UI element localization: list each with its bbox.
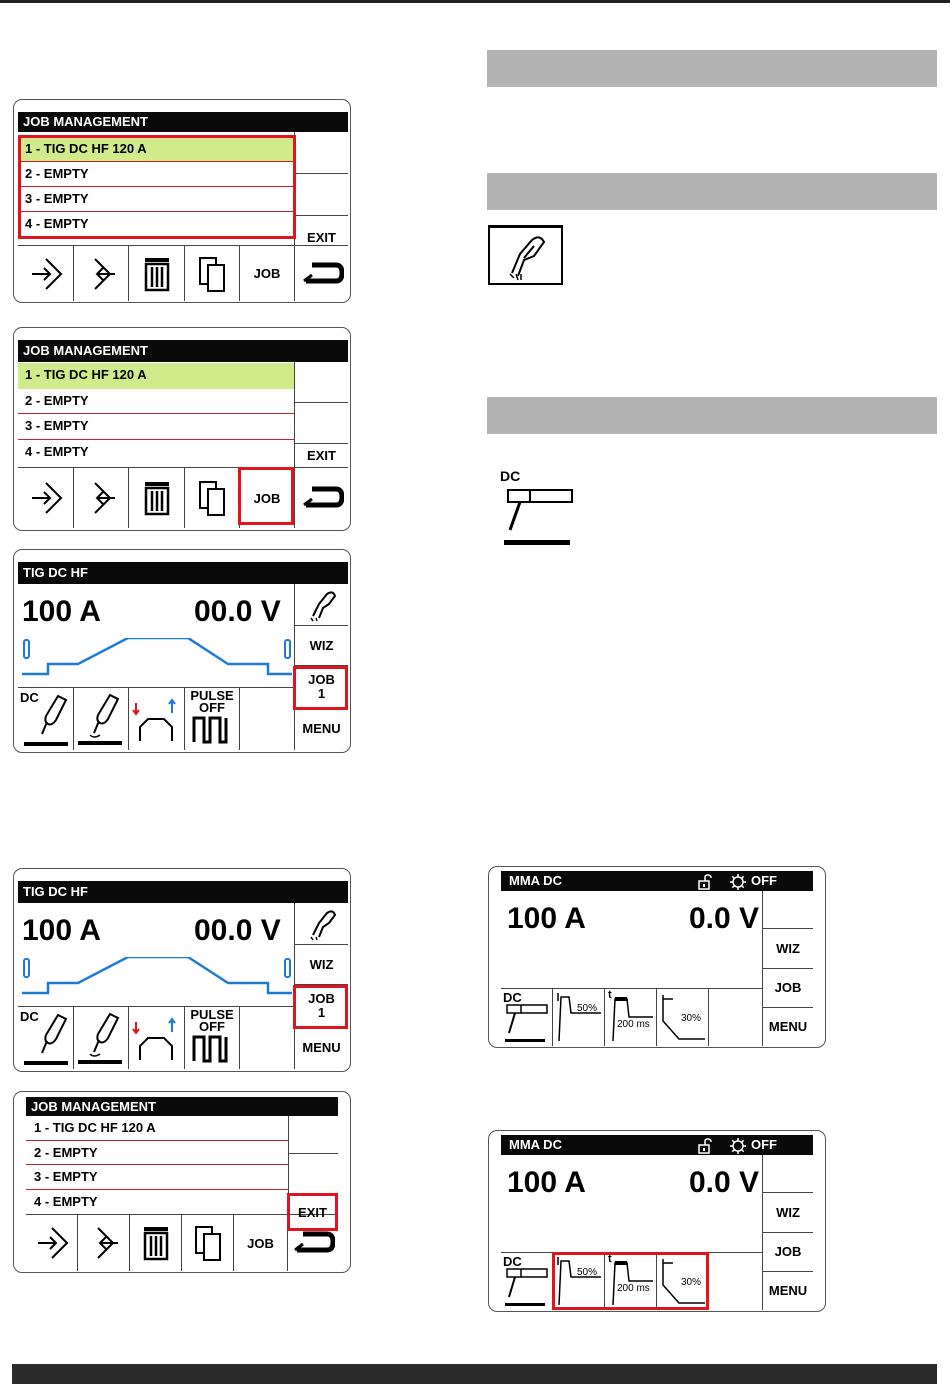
job-row-label: 1 - TIG DC HF 120 A [25, 367, 147, 382]
wiz-button[interactable]: WIZ [295, 626, 348, 666]
side-empty [763, 1155, 813, 1193]
trash-icon [142, 480, 172, 516]
pulse-button[interactable] [185, 1007, 240, 1069]
side-column [294, 132, 348, 245]
tig-torch-dc-icon [22, 1011, 72, 1067]
arrow-out-icon [83, 256, 119, 292]
wiz-button[interactable]: WIZ [295, 945, 348, 985]
delete-job-button[interactable] [130, 1215, 182, 1271]
pulse-state: OFF [199, 1019, 225, 1034]
tig-panel-2 [13, 868, 351, 1072]
trash-icon [141, 1225, 171, 1261]
panel-title: JOB MANAGEMENT [26, 1097, 338, 1116]
wiz-button[interactable]: WIZ [763, 929, 813, 969]
hot-start-button[interactable] [553, 989, 605, 1046]
menu-button[interactable]: MENU [768, 1019, 808, 1034]
job-row-4[interactable] [18, 440, 294, 466]
job-label: JOB [308, 671, 335, 687]
dc-label: DC [503, 1254, 522, 1269]
pulse-label: PULSE [190, 1007, 234, 1022]
dc-label: DC [500, 468, 521, 484]
voltage-readout: 0.0 V [689, 902, 760, 935]
job-row-label: 1 - TIG DC HF 120 A [25, 141, 147, 156]
arrow-in-icon [28, 256, 64, 292]
tig-panel-1 [13, 549, 351, 753]
gear-icon [729, 1137, 747, 1155]
tig-button-row [18, 687, 294, 750]
job-row-label: 1 - TIG DC HF 120 A [34, 1120, 156, 1135]
load-job-button[interactable] [18, 246, 74, 301]
arc-force-value: 30% [681, 1277, 702, 1288]
arrow-in-icon [28, 480, 64, 516]
empty-slot [240, 1007, 294, 1069]
section-bar-2 [487, 173, 937, 210]
side-empty-2 [295, 403, 348, 444]
panel-title [501, 871, 813, 891]
electrode-holder-icon [503, 1003, 551, 1045]
torch-icon-box [488, 225, 563, 285]
job-row-label: 2 - EMPTY [25, 166, 89, 181]
mma-panel-1 [488, 866, 826, 1048]
trash-icon [142, 256, 172, 292]
electrode-holder-icon [503, 1267, 551, 1309]
lock-icon [697, 1138, 713, 1154]
pulse-label: PULSE [190, 688, 234, 703]
job-button-row [18, 245, 348, 301]
arrow-out-icon [83, 480, 119, 516]
empty-slot [709, 989, 762, 1046]
save-job-button[interactable] [74, 468, 129, 528]
side-empty [763, 891, 813, 929]
job-row-label: 4 - EMPTY [34, 1194, 98, 1209]
tig-torch-icon [305, 907, 339, 941]
dc-electrode-button[interactable] [501, 1253, 553, 1310]
mode-title: MMA DC [509, 873, 562, 888]
side-column [294, 362, 348, 467]
hf-torch-icon [76, 691, 126, 747]
job-row-2[interactable] [26, 1141, 288, 1165]
hot-start-value: 50% [577, 1003, 598, 1014]
dc-torch-button[interactable] [18, 1007, 74, 1069]
tig-torch-icon [490, 228, 561, 283]
job-row-label: 2 - EMPTY [34, 1145, 98, 1160]
hot-start-value: 50% [577, 1267, 598, 1278]
voltage-readout: 00.0 V [194, 914, 281, 947]
mode-title: MMA DC [509, 1137, 562, 1152]
job-management-panel-2 [13, 327, 351, 531]
job-row-1[interactable] [18, 363, 294, 389]
current-readout: 100 A [22, 595, 101, 628]
empty-slot [709, 1253, 762, 1310]
copy-icon [193, 1224, 223, 1262]
status-off: OFF [751, 1137, 777, 1152]
panel-title [501, 1135, 813, 1155]
arc-force-value: 30% [681, 1013, 702, 1024]
job-row-label: 3 - EMPTY [25, 418, 89, 433]
arrow-in-icon [34, 1225, 70, 1261]
exit-button[interactable]: EXIT [287, 1193, 338, 1231]
side-empty-1 [289, 1116, 338, 1154]
highlight-job-list [18, 135, 296, 239]
highlight-mma-params [552, 1252, 709, 1310]
time-symbol: t [608, 989, 612, 1001]
dc-electrode-button[interactable] [501, 989, 553, 1046]
wiz-button[interactable]: WIZ [763, 1193, 813, 1233]
highlight-job-1 [293, 985, 348, 1029]
load-job-button[interactable] [26, 1215, 78, 1271]
back-button[interactable] [295, 468, 348, 528]
lock-icon [697, 874, 713, 890]
job-management-panel-1 [13, 99, 351, 303]
side-empty-2 [289, 1154, 338, 1190]
exit-button[interactable]: EXIT [307, 447, 336, 463]
voltage-readout: 00.0 V [194, 595, 281, 628]
hf-torch-icon [76, 1010, 126, 1066]
section-bar-1 [487, 50, 937, 87]
menu-button[interactable]: MENU [768, 1283, 808, 1298]
current-readout: 100 A [22, 914, 101, 947]
back-button[interactable] [295, 246, 348, 301]
job-row-2[interactable] [18, 389, 294, 414]
job-button[interactable]: JOB [763, 969, 813, 1008]
menu-button[interactable]: MENU [302, 721, 341, 736]
current-readout: 100 A [507, 1166, 586, 1199]
arc-force-button[interactable] [657, 989, 709, 1046]
job-number: 1 [317, 685, 326, 701]
job-row-label: 3 - EMPTY [25, 191, 89, 206]
arrow-out-icon [86, 1225, 122, 1261]
tig-button-row [18, 1006, 294, 1069]
hot-start-icon [555, 991, 603, 1043]
job-row-label: 3 - EMPTY [34, 1169, 98, 1184]
status-off: OFF [751, 873, 777, 888]
mma-button-row [501, 988, 762, 1046]
job-row-label: 4 - EMPTY [25, 216, 89, 231]
torch-mode-button[interactable] [295, 584, 348, 626]
side-empty-2 [295, 174, 348, 216]
job-row-3[interactable] [18, 414, 294, 440]
exit-button[interactable]: EXIT [307, 230, 336, 245]
empty-slot [240, 688, 294, 750]
hot-start-time-button[interactable] [605, 989, 657, 1046]
cycle-icon [132, 1010, 182, 1066]
cycle-mode-button[interactable] [129, 1007, 185, 1069]
job-button[interactable]: JOB [234, 1215, 288, 1271]
job-number: 1 [317, 1004, 326, 1020]
save-job-button[interactable] [74, 246, 129, 301]
job-row-3[interactable] [26, 1165, 288, 1190]
return-arrow-icon [300, 259, 344, 289]
hot-start-time-icon [607, 991, 655, 1043]
voltage-readout: 0.0 V [689, 1166, 760, 1199]
copy-job-button[interactable] [182, 1215, 234, 1271]
current-readout: 100 A [507, 902, 586, 935]
time-symbol: t [608, 1253, 612, 1265]
torch-mode-button[interactable] [295, 903, 348, 945]
electrode-holder-icon [500, 484, 580, 552]
save-job-button[interactable] [78, 1215, 130, 1271]
job-button[interactable]: JOB [240, 246, 295, 301]
copy-icon [197, 255, 227, 293]
pulse-wave-icon [192, 1033, 232, 1063]
pulse-wave-icon [192, 714, 232, 744]
pulse-button[interactable] [185, 688, 240, 750]
job-row-4[interactable] [26, 1190, 288, 1214]
pulse-state: OFF [199, 700, 225, 715]
job-button-row [18, 467, 348, 528]
delete-job-button[interactable] [129, 246, 185, 301]
footer-bar [12, 1364, 937, 1384]
side-empty-1 [295, 132, 348, 174]
hf-start-button[interactable] [74, 688, 129, 750]
panel-title: TIG DC HF [18, 881, 348, 903]
menu-button[interactable]: MENU [302, 1040, 341, 1055]
dc-label: DC [20, 1009, 39, 1024]
load-job-button[interactable] [18, 468, 74, 528]
section-bar-3 [487, 397, 937, 434]
job-management-panel-3 [13, 1091, 351, 1273]
mma-panel-2 [488, 1130, 826, 1312]
panel-title: JOB MANAGEMENT [18, 340, 348, 362]
gear-icon [729, 873, 747, 891]
hot-start-time-value: 200 ms [617, 1283, 650, 1294]
hot-start-time-value: 200 ms [617, 1019, 650, 1030]
panel-title: TIG DC HF [18, 562, 348, 584]
cycle-mode-button[interactable] [129, 688, 185, 750]
dc-label: DC [20, 690, 39, 705]
dc-torch-button[interactable] [18, 688, 74, 750]
highlight-job-1 [293, 666, 348, 710]
copy-job-button[interactable] [185, 246, 240, 301]
side-empty-1 [295, 362, 348, 403]
panel-title: JOB MANAGEMENT [18, 112, 348, 132]
job-row-label: 4 - EMPTY [25, 444, 89, 459]
return-arrow-icon [300, 483, 344, 513]
cycle-icon [132, 691, 182, 747]
highlight-job-button [238, 467, 294, 525]
top-rule [0, 0, 950, 3]
job-label: JOB [308, 990, 335, 1006]
welding-cycle-graph [20, 957, 296, 1001]
hf-start-button[interactable] [74, 1007, 129, 1069]
side-column [762, 891, 813, 1046]
return-arrow-icon [291, 1228, 335, 1258]
side-column [762, 1155, 813, 1310]
welding-cycle-graph [20, 638, 296, 682]
job-button[interactable]: JOB [240, 468, 295, 528]
tig-torch-icon [305, 588, 339, 622]
job-row-label: 2 - EMPTY [25, 393, 89, 408]
delete-job-button[interactable] [129, 468, 185, 528]
dc-electrode-icon-standalone [500, 468, 580, 553]
job-row-1[interactable] [26, 1116, 288, 1141]
dc-label: DC [503, 990, 522, 1005]
tig-torch-dc-icon [22, 692, 72, 748]
copy-icon [197, 479, 227, 517]
copy-job-button[interactable] [185, 468, 240, 528]
job-button[interactable]: JOB [763, 1233, 813, 1272]
